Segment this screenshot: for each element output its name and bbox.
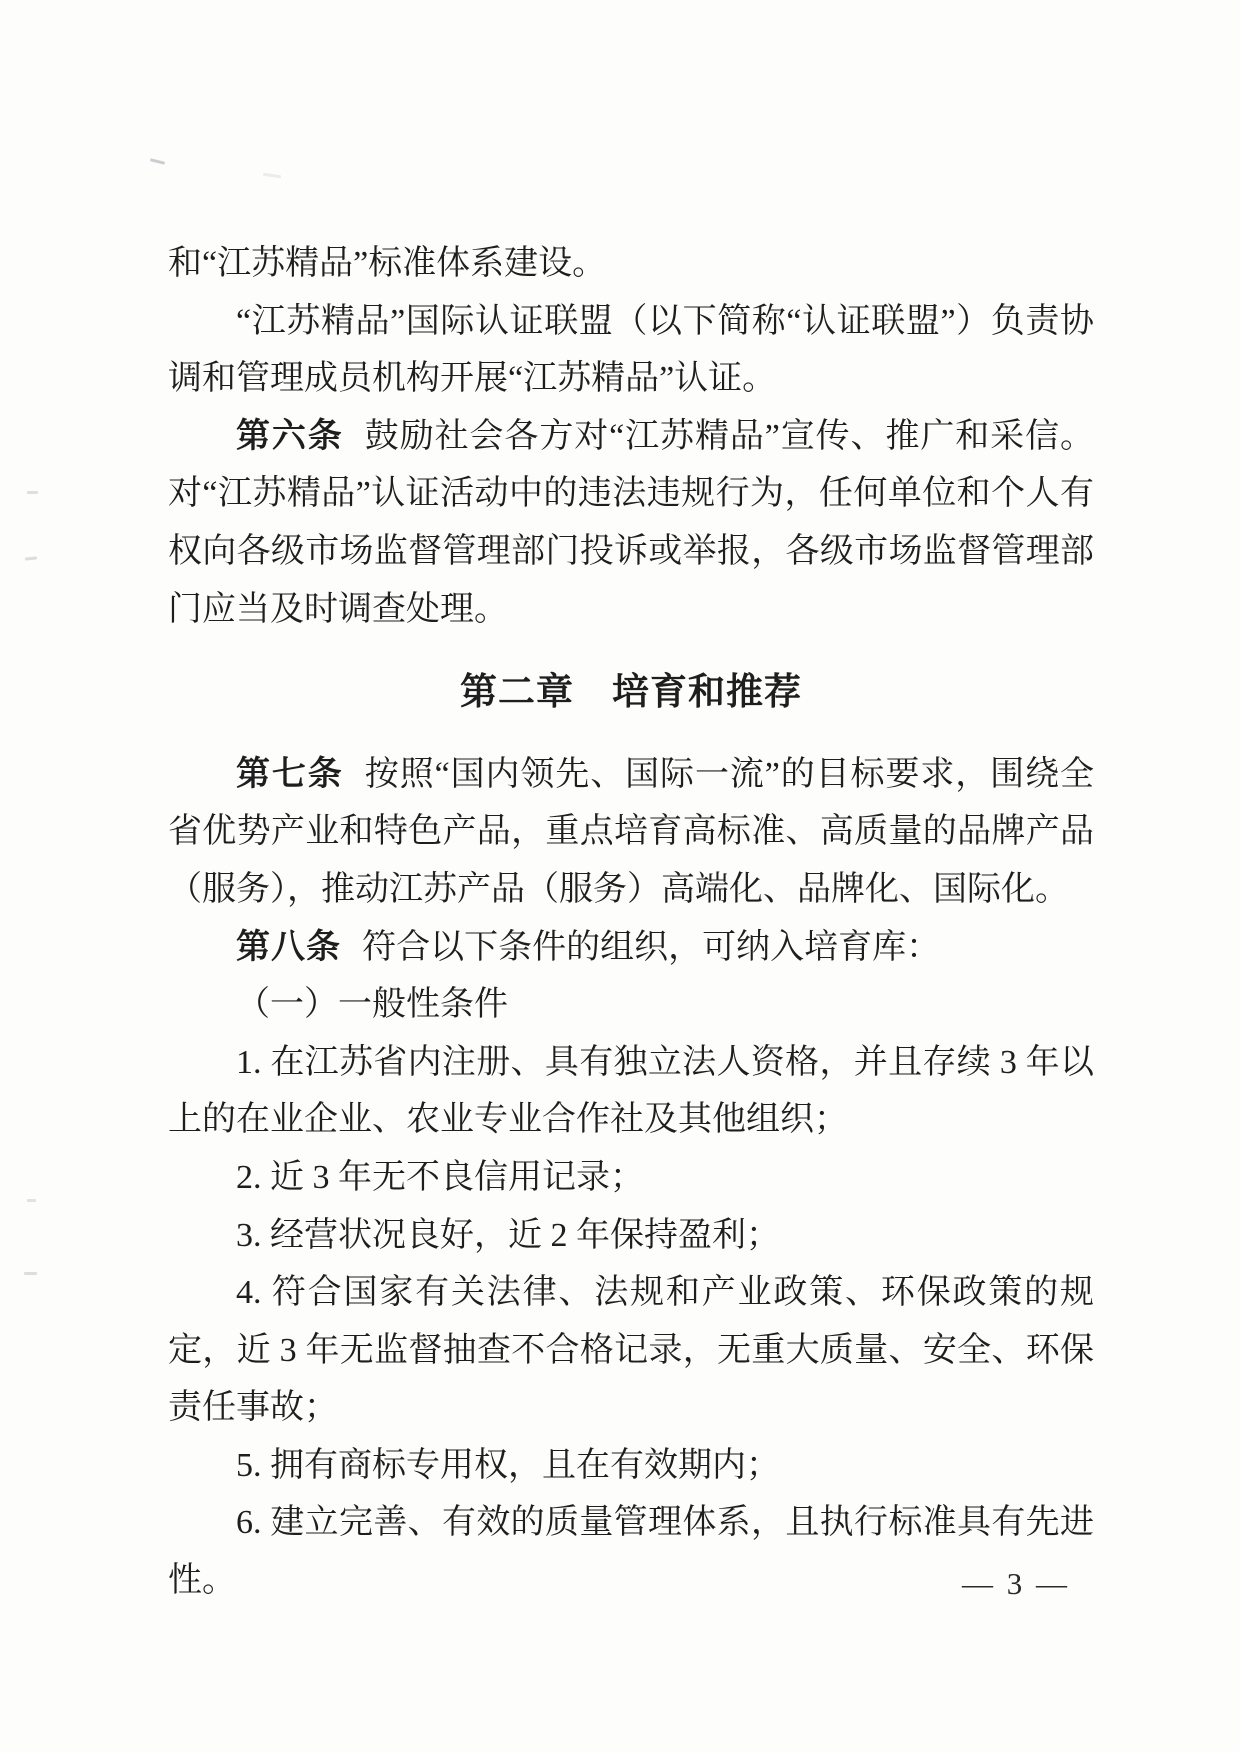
scan-artifact [27, 1199, 36, 1202]
continuation-paragraph: 和“江苏精品”标准体系建设。 [168, 245, 607, 282]
article-8-paragraph [168, 919, 1094, 977]
document-body [168, 235, 1094, 1610]
article-6-label: 第六条 [236, 416, 344, 455]
condition-item-2: 2. 近 3 年无不良信用记录； [236, 1158, 644, 1196]
page-number: — 3 — [962, 1566, 1070, 1601]
chapter-2-heading: 第二章 培育和推荐 [460, 671, 802, 713]
scan-artifact [25, 556, 37, 560]
article-8-label: 第八条 [236, 927, 341, 966]
scan-artifact [150, 158, 165, 165]
article-7-label: 第七条 [236, 754, 344, 793]
alliance-paragraph: “江苏精品”国际认证联盟（以下简称“认证联盟”）负责协调和管理成员机构开展“江苏精品”认证。 [168, 302, 1094, 398]
article-6-text: 鼓励社会各方对“江苏精品”宣传、推广和采信。对“江苏精品”认证活动中的违法违规行为，任何单位和个人有权向各级市场监督管理部门投诉或举报，各级市场监督管理部门应当及时调查处理。 [168, 417, 1094, 628]
article-7-text: 按照“国内领先、国际一流”的目标要求，围绕全省优势产业和特色产品，重点培育高标准、高质量的品牌产品（服务），推动江苏产品（服务）高端化、品牌化、国际化。 [168, 755, 1094, 908]
condition-item-5: 5. 拥有商标专用权，且在有效期内； [236, 1446, 780, 1484]
article-6-paragraph [168, 408, 1094, 638]
scan-artifact [263, 173, 281, 178]
condition-item-6: 6. 建立完善、有效的质量管理体系，且执行标准具有先进性。 [168, 1504, 1094, 1600]
scan-artifact [27, 491, 38, 494]
condition-item-4: 4. 符合国家有关法律、法规和产业政策、环保政策的规定，近 3 年无监督抽查不合格记录，无重大质量、安全、环保责任事故； [168, 1274, 1094, 1427]
scan-artifact [24, 1272, 37, 1275]
general-conditions-subheading: （一）一般性条件 [236, 986, 508, 1024]
condition-item-1: 1. 在江苏省内注册、具有独立法人资格，并且存续 3 年以上的在业企业、农业专业合作社及其他组织； [168, 1043, 1094, 1139]
article-8-text: 符合以下条件的组织，可纳入培育库： [362, 928, 941, 966]
article-7-paragraph [168, 746, 1094, 919]
condition-item-3: 3. 经营状况良好，近 2 年保持盈利； [236, 1216, 780, 1254]
